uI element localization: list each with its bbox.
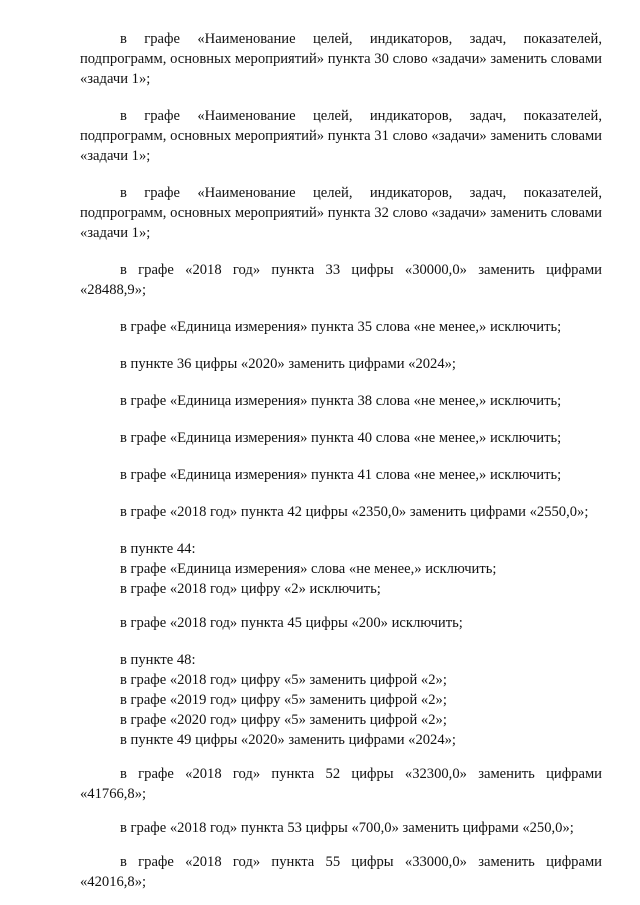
paragraph-item-41: в графе «Единица измерения» пункта 41 слова «не менее,» исключить;	[120, 467, 562, 483]
paragraph-item-45: в графе «2018 год» пункта 45 цифры «200» исключить;	[120, 615, 463, 631]
paragraph-item-52: в графе «2018 год» пункта 52 цифры «32300,0» заменить цифрами «41766,8»;	[80, 766, 602, 802]
paragraph-item-40: в графе «Единица измерения» пункта 40 слова «не менее,» исключить;	[120, 430, 562, 446]
paragraph-item-32: в графе «Наименование целей, индикаторов, задач, показателей, подпрограмм, основных мероприятий» пункта 32 слово «задачи» заменить словами «задачи 1»;	[80, 185, 602, 241]
paragraph-item-44	[80, 539, 602, 599]
paragraph-item-30: в графе «Наименование целей, индикаторов, задач, показателей, подпрограмм, основных мероприятий» пункта 30 слово «задачи» заменить словами «задачи 1»;	[80, 31, 602, 87]
item-48-line-1: в графе «2018 год» цифру «5» заменить цифрой «2»;	[120, 672, 447, 688]
document-body	[80, 29, 602, 892]
paragraph-item-55: в графе «2018 год» пункта 55 цифры «33000,0» заменить цифрами «42016,8»;	[80, 854, 602, 890]
paragraph-item-38: в графе «Единица измерения» пункта 38 слова «не менее,» исключить;	[120, 393, 562, 409]
paragraph-item-31: в графе «Наименование целей, индикаторов, задач, показателей, подпрограмм, основных мероприятий» пункта 31 слово «задачи» заменить словами «задачи 1»;	[80, 108, 602, 164]
paragraph-item-48	[80, 650, 602, 750]
item-49-line: в пункте 49 цифры «2020» заменить цифрами «2024»;	[120, 732, 456, 748]
item-44-line-2: в графе «2018 год» цифру «2» исключить;	[120, 581, 381, 597]
item-48-line-3: в графе «2020 год» цифру «5» заменить цифрой «2»;	[120, 712, 447, 728]
paragraph-item-33: в графе «2018 год» пункта 33 цифры «30000,0» заменить цифрами «28488,9»;	[80, 262, 602, 298]
item-48-line-2: в графе «2019 год» цифру «5» заменить цифрой «2»;	[120, 692, 447, 708]
item-44-line-1: в графе «Единица измерения» слова «не менее,» исключить;	[120, 561, 497, 577]
paragraph-item-35: в графе «Единица измерения» пункта 35 слова «не менее,» исключить;	[120, 319, 562, 335]
paragraph-item-42: в графе «2018 год» пункта 42 цифры «2350,0» заменить цифрами «2550,0»;	[120, 504, 589, 520]
paragraph-item-53: в графе «2018 год» пункта 53 цифры «700,0» заменить цифрами «250,0»;	[120, 820, 574, 836]
paragraph-item-36: в пункте 36 цифры «2020» заменить цифрами «2024»;	[120, 356, 456, 372]
item-48-heading: в пункте 48:	[120, 652, 196, 668]
item-44-heading: в пункте 44:	[120, 541, 196, 557]
